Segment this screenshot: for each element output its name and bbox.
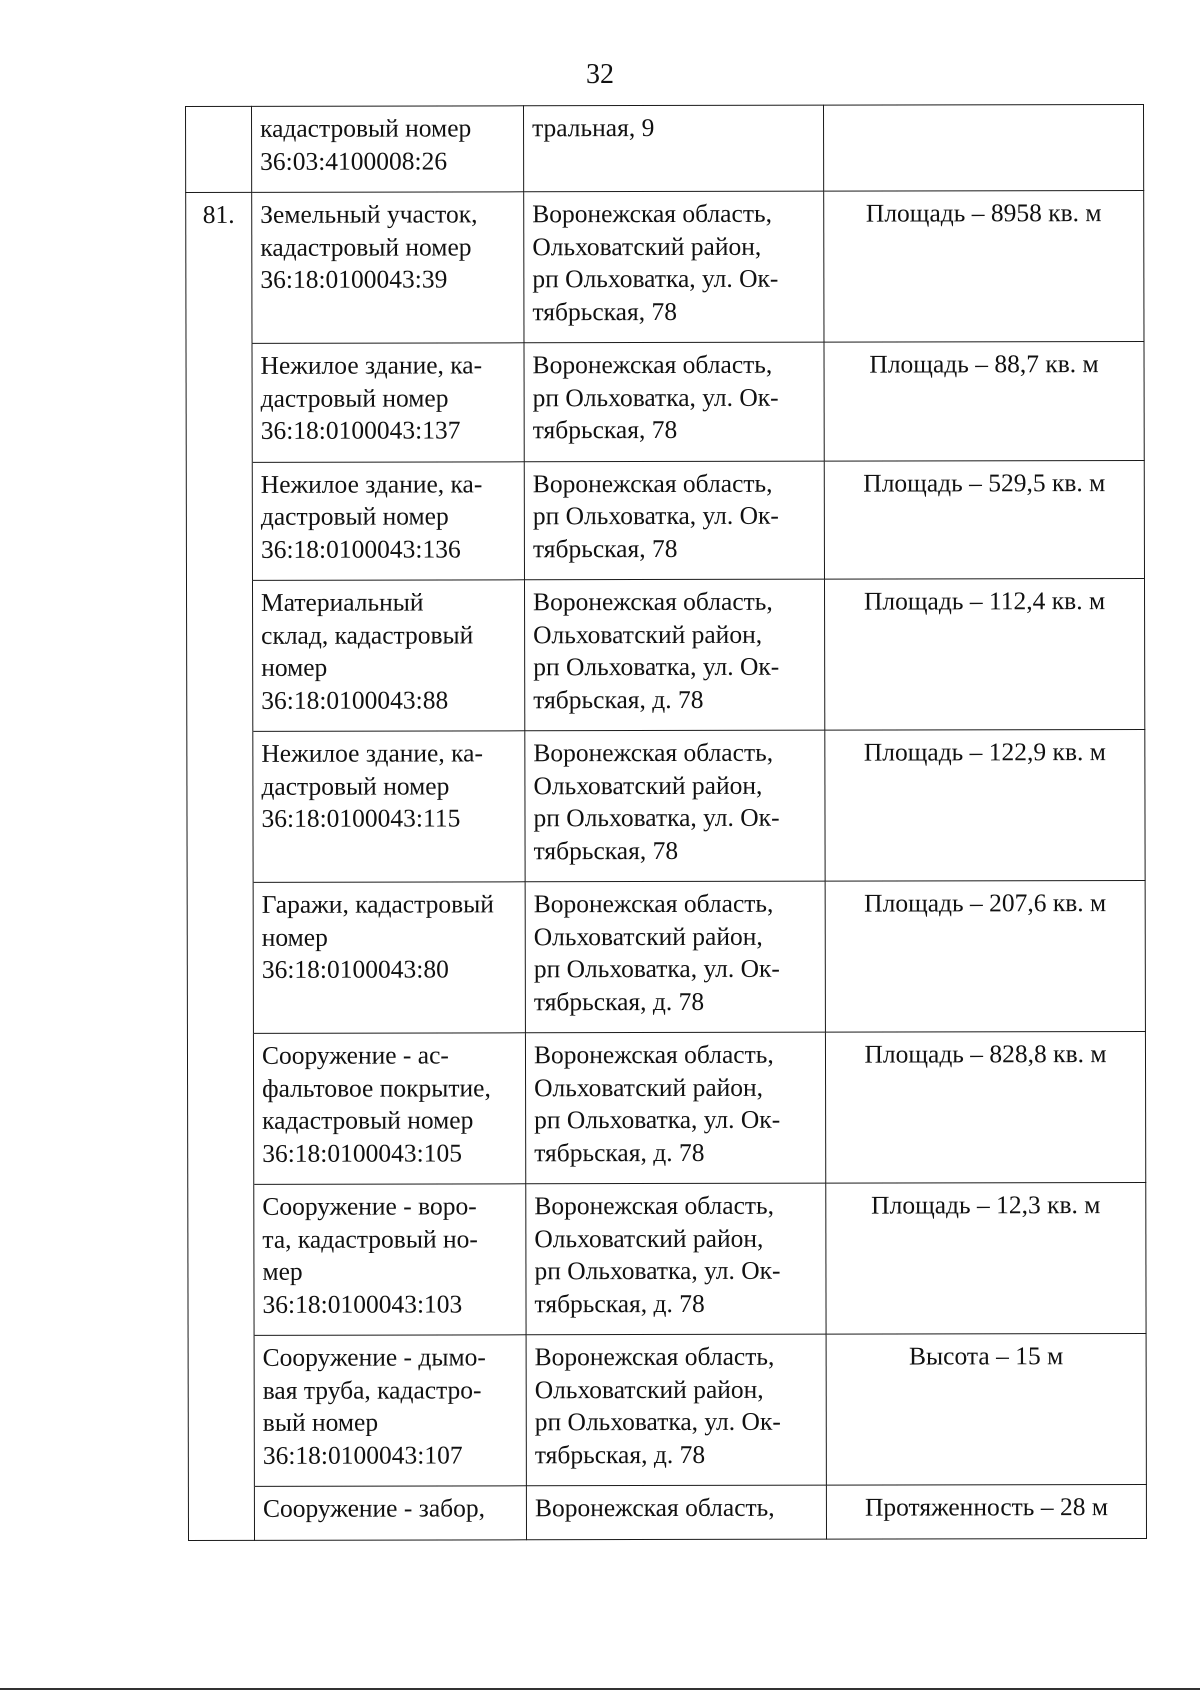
object-name-line: 36:18:0100043:88 <box>261 684 449 715</box>
object-name-line: кадастровый номер <box>260 231 472 262</box>
table-row <box>186 104 1144 192</box>
address-cell <box>524 105 824 192</box>
object-name-line: Нежилое здание, ка- <box>260 468 483 499</box>
parameter-cell: Площадь – 529,5 кв. м <box>824 460 1144 579</box>
row-number-cell <box>186 343 252 462</box>
address-line: Воронежская область, <box>532 198 772 229</box>
address-line: рп Ольховатка, ул. Ок- <box>534 1255 781 1286</box>
parameter-cell <box>823 104 1143 191</box>
object-name-cell <box>253 1033 525 1185</box>
object-name-line: 36:18:0100043:39 <box>260 264 448 294</box>
table-row <box>186 460 1144 581</box>
address-cell <box>525 881 825 1033</box>
table-row <box>186 341 1144 462</box>
address-line: рп Ольховатка, ул. Ок- <box>532 382 779 412</box>
page-number: 32 <box>586 59 614 90</box>
object-name-line: дастровый номер <box>260 382 449 413</box>
address-line: Воронежская область, <box>534 1190 775 1221</box>
address-line: тябрьская, 78 <box>533 835 679 865</box>
address-line: Воронежская область, <box>534 1341 775 1372</box>
object-name-line: Сооружение - воро- <box>262 1191 477 1221</box>
object-name-line: 36:18:0100043:80 <box>261 954 449 984</box>
parameter-cell: Площадь – 112,4 кв. м <box>824 578 1144 730</box>
address-cell <box>524 342 824 461</box>
address-line: тябрьская, д. 78 <box>533 986 705 1016</box>
object-name-line: 36:18:0100043:115 <box>261 803 461 833</box>
object-name-line: Сооружение - дымо- <box>262 1342 486 1372</box>
parameter-cell: Протяженность – 28 м <box>826 1484 1146 1538</box>
address-cell <box>525 730 825 882</box>
address-line: Ольховатский район, <box>533 921 763 951</box>
object-name-cell <box>252 580 524 732</box>
object-name-line: мер <box>262 1256 303 1286</box>
object-name-line: кадастровый номер <box>262 1105 474 1135</box>
object-name-line: склад, кадастровый <box>261 619 474 650</box>
object-name-cell <box>252 192 524 344</box>
row-number-cell <box>187 882 253 1033</box>
object-name-line: вый номер <box>262 1407 379 1437</box>
address-line: рп Ольховатка, ул. Ок- <box>534 1104 781 1135</box>
address-line: Ольховатский район, <box>533 619 763 649</box>
address-line: Ольховатский район, <box>534 1072 764 1102</box>
row-number-cell <box>186 580 252 731</box>
address-line: тябрьская, 78 <box>532 414 678 445</box>
parameter-cell: Площадь – 8958 кв. м <box>824 190 1144 342</box>
parameter-cell: Площадь – 88,7 кв. м <box>824 341 1144 460</box>
object-name-line: Нежилое здание, ка- <box>261 738 483 768</box>
object-name-cell <box>254 1335 526 1487</box>
address-line: Воронежская область, <box>533 737 774 768</box>
object-name-line: Сооружение - забор, <box>262 1493 485 1523</box>
parameter-cell: Площадь – 122,9 кв. м <box>825 729 1145 881</box>
table-row <box>188 1333 1146 1486</box>
object-name-line: 36:18:0100043:105 <box>262 1137 462 1168</box>
row-number-cell <box>187 731 253 882</box>
row-number-cell <box>186 106 252 192</box>
object-name-line: дастровый номер <box>260 501 449 531</box>
table-row <box>186 578 1144 731</box>
address-line: тральная, 9 <box>532 113 655 143</box>
address-line: рп Ольховатка, ул. Ок- <box>533 651 780 682</box>
address-line: тябрьская, 78 <box>532 296 677 326</box>
address-line: Воронежская область, <box>533 586 773 617</box>
address-cell <box>524 579 824 731</box>
object-name-cell <box>252 343 524 462</box>
footer-rule <box>0 1688 1200 1690</box>
table-row <box>186 190 1144 343</box>
parameter-cell: Площадь – 12,3 кв. м <box>826 1182 1146 1334</box>
object-name-cell <box>252 106 524 193</box>
table-row <box>187 880 1145 1033</box>
parameter-cell: Площадь – 207,6 кв. м <box>825 880 1145 1032</box>
property-table-wrapper <box>185 104 1146 1541</box>
address-cell <box>526 1485 826 1539</box>
row-number-cell: 81. <box>186 192 252 343</box>
address-line: Воронежская область, <box>533 1039 774 1070</box>
object-name-line: 36:18:0100043:137 <box>260 415 461 445</box>
address-line: Воронежская область, <box>534 1492 775 1523</box>
address-line: рп Ольховатка, ул. Ок- <box>533 802 780 833</box>
address-cell <box>524 191 824 343</box>
address-line: рп Ольховатка, ул. Ок- <box>534 1406 781 1437</box>
address-line: Воронежская область, <box>532 349 773 380</box>
address-line: Ольховатский район, <box>534 1223 764 1253</box>
object-name-cell <box>253 882 525 1034</box>
object-name-line: 36:03:4100008:26 <box>260 145 448 176</box>
object-name-line: номер <box>261 652 328 682</box>
row-number-cell <box>188 1184 254 1335</box>
object-name-line: Нежилое здание, ка- <box>260 350 483 380</box>
address-cell <box>526 1183 826 1335</box>
object-name-cell <box>254 1486 526 1540</box>
address-cell <box>526 1334 826 1486</box>
object-name-line: Материальный <box>261 587 424 617</box>
property-table-body <box>186 104 1147 1540</box>
address-line: Ольховатский район, <box>534 1374 764 1404</box>
object-name-line: 36:18:0100043:136 <box>260 533 461 564</box>
parameter-cell: Площадь – 828,8 кв. м <box>825 1031 1145 1183</box>
object-name-line: кадастровый номер <box>260 113 472 143</box>
address-line: Ольховатский район, <box>533 770 763 800</box>
address-line: тябрьская, 78 <box>532 533 678 563</box>
object-name-cell <box>253 731 525 883</box>
table-row <box>188 1182 1146 1335</box>
property-table <box>185 104 1147 1541</box>
address-line: рп Ольховатка, ул. Ок- <box>532 263 779 294</box>
object-name-cell <box>252 461 524 580</box>
object-name-cell <box>254 1184 526 1336</box>
object-name-line: 36:18:0100043:107 <box>262 1439 463 1470</box>
object-name-line: вая труба, кадастро- <box>262 1374 482 1405</box>
address-cell <box>525 1032 825 1184</box>
row-number-cell <box>186 462 252 581</box>
table-row <box>187 729 1145 882</box>
object-name-line: номер <box>261 922 328 952</box>
address-line: тябрьская, д. 78 <box>534 1439 706 1469</box>
object-name-line: Гаражи, кадастровый <box>261 889 494 919</box>
address-line: тябрьская, д. 78 <box>534 1137 705 1167</box>
address-line: рп Ольховатка, ул. Ок- <box>532 500 779 531</box>
row-number-cell <box>187 1033 253 1184</box>
row-number-cell <box>188 1335 254 1486</box>
object-name-line: 36:18:0100043:103 <box>262 1288 463 1319</box>
address-line: Воронежская область, <box>533 888 774 919</box>
object-name-line: дастровый номер <box>261 770 450 801</box>
address-line: рп Ольховатка, ул. Ок- <box>533 953 780 984</box>
row-number-cell <box>188 1486 254 1540</box>
address-cell <box>524 461 824 580</box>
object-name-line: фальтовое покрытие, <box>262 1072 491 1103</box>
object-name-line: Сооружение - ас- <box>261 1040 449 1070</box>
address-line: тябрьская, д. 78 <box>533 684 704 714</box>
address-line: тябрьская, д. 78 <box>534 1288 705 1318</box>
table-row <box>187 1031 1145 1184</box>
parameter-cell: Высота – 15 м <box>826 1333 1146 1485</box>
table-row <box>188 1484 1146 1540</box>
address-line: Воронежская область, <box>532 468 773 498</box>
object-name-line: Земельный участок, <box>260 199 478 229</box>
object-name-line: та, кадастровый но- <box>262 1223 478 1254</box>
address-line: Ольховатский район, <box>532 231 762 261</box>
